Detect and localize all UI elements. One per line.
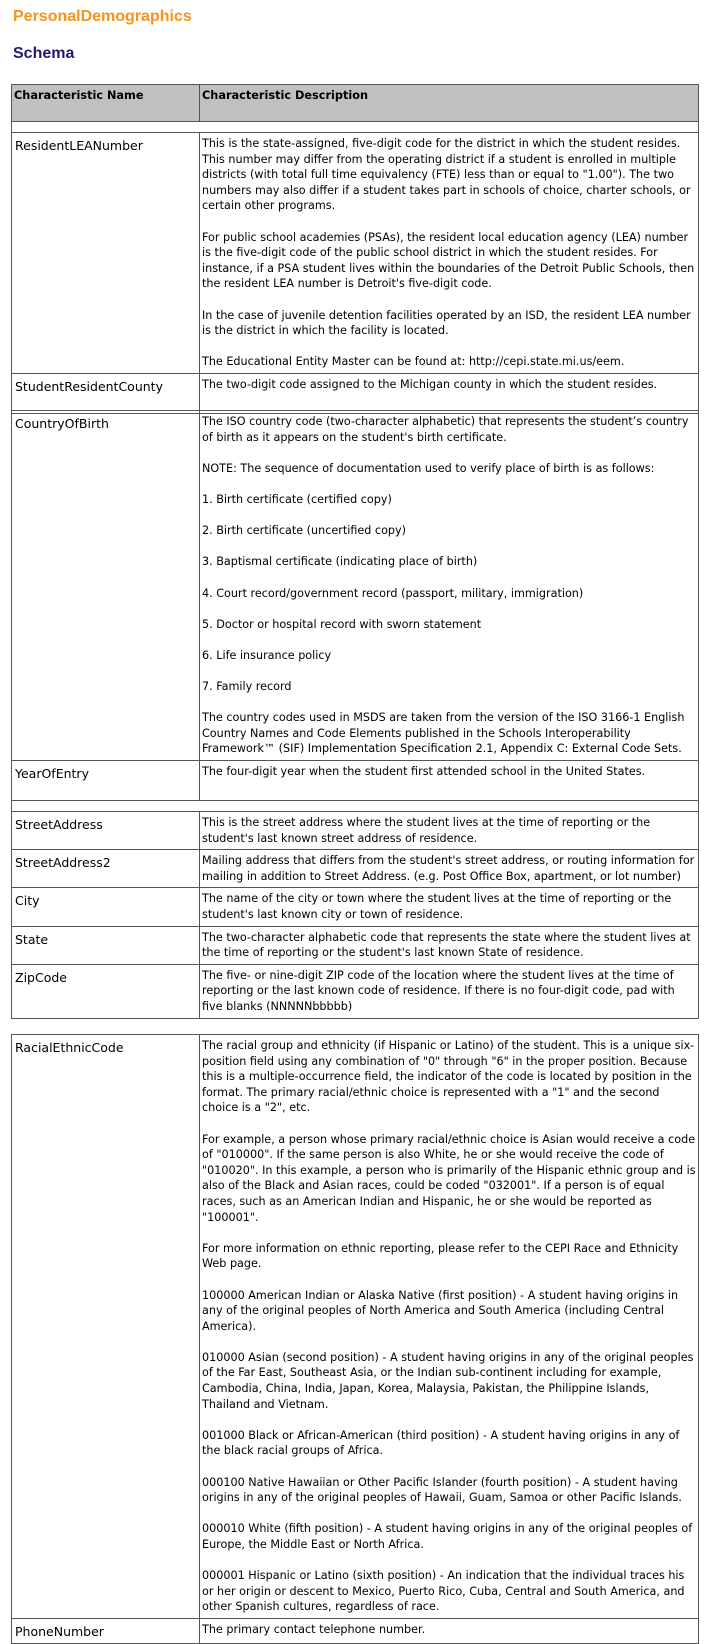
description-paragraph: 000001 Hispanic or Latino (sixth position) - An indication that the individual traces his or her origin or descent to Mexico, Puerto Rico, Cuba, Central and South America, and other Spanish cultures, regardless of race.	[202, 1569, 685, 1614]
characteristic-name: PhoneNumber	[12, 1618, 200, 1643]
description-paragraph: 000100 Native Hawaiian or Other Pacific Islander (fourth position) - A student having origins in any of the original peoples of Hawaii, Guam, Samoa or other Pacific Islands.	[202, 1475, 682, 1505]
characteristic-description	[200, 888, 699, 926]
table-row	[12, 133, 699, 374]
description-paragraph: Mailing address that differs from the student's street address, or routing information for mailing in addition to Street Address. (e.g. Post Office Box, apartment, or lot number)	[202, 854, 695, 883]
description-paragraph: In the case of juvenile detention facilities operated by an ISD, the resident LEA number is the district in which the facility is located.	[202, 308, 691, 338]
table-header-row	[12, 85, 699, 122]
description-paragraph: This is the state-assigned, five-digit code for the district in which the student resides. This number may differ from the operating district if a student is enrolled in multiple districts (with total full time equivalency (FTE) less than or equal to "1.00"). The two numbers may also differ if a student takes part in schools of choice, charter schools, or certain other programs.	[202, 137, 691, 213]
description-paragraph: For more information on ethnic reporting, please refer to the CEPI Race and Ethnicity Web page.	[202, 1241, 679, 1271]
table-row	[12, 964, 699, 1018]
table-row	[12, 761, 699, 801]
section-title: Schema	[13, 45, 75, 62]
description-paragraph: The name of the city or town where the student lives at the time of reporting or the student's last known city or town of residence.	[202, 892, 672, 922]
characteristic-description	[200, 850, 699, 888]
table-row	[12, 888, 699, 926]
characteristic-name: City	[12, 888, 200, 926]
description-paragraph: 010000 Asian (second position) - A student having origins in any of the original peoples of the Far East, Southeast Asia, or the Indian sub-continent including for example, Cambodia, China, India, Japan, Korea, Malaysia, Pakistan, the Philippine Islands, Thailand and Vietnam.	[202, 1350, 694, 1411]
description-paragraph: 2. Birth certificate (uncertified copy)	[202, 524, 406, 538]
description-paragraph: The racial group and ethnicity (if Hispanic or Latino) of the student. This is a unique six-position field using any combination of "0" through "6" in the proper position. Because this is a multiple-occurrence field, the indicator of the code is located by position in the format. The primary racial/ethnic choice is represented with a "1" and the second choice is a "2", etc.	[202, 1039, 695, 1115]
table-row	[12, 1035, 699, 1619]
description-paragraph: The two-character alphabetic code that represents the state where the student lives at the time of reporting or the student's last known State of residence.	[202, 930, 691, 960]
characteristic-description	[200, 1035, 699, 1619]
characteristic-name: ZipCode	[12, 964, 200, 1018]
characteristic-name: YearOfEntry	[12, 761, 200, 801]
description-paragraph: 7. Family record	[202, 680, 292, 694]
characteristic-description	[200, 926, 699, 964]
description-paragraph: The five- or nine-digit ZIP code of the location where the student lives at the time of reporting or the last known code of residence. If there is no four-digit code, pad with five blanks (NNNNNbbbbb)	[202, 968, 675, 1013]
characteristic-description	[200, 1618, 699, 1643]
column-header-description: Characteristic Description	[200, 85, 699, 122]
column-header-name: Characteristic Name	[12, 85, 200, 122]
description-paragraph: The Educational Entity Master can be found at: http://cepi.state.mi.us/eem.	[202, 355, 625, 369]
page-title: PersonalDemographics	[13, 8, 192, 25]
table-row	[12, 926, 699, 964]
description-paragraph: The country codes used in MSDS are taken from the version of the ISO 3166-1 English Country Names and Code Elements published in the Schools Interoperability Framework™ (SIF) Implementation Specification 2.1, Appendix C: External Code Sets.	[202, 711, 685, 756]
schema-table-part-3	[11, 1034, 699, 1644]
description-paragraph: 100000 American Indian or Alaska Native (first position) - A student having origins in any of the original peoples of North America and South America (including Central America).	[202, 1288, 679, 1333]
characteristic-name: RacialEthnicCode	[12, 1035, 200, 1619]
characteristic-description	[200, 761, 699, 801]
description-paragraph: The two-digit code assigned to the Michigan county in which the student resides.	[202, 377, 658, 391]
characteristic-name: StudentResidentCounty	[12, 373, 200, 413]
schema-table-part-1	[11, 84, 699, 414]
description-paragraph: The four-digit year when the student first attended school in the United States.	[202, 765, 646, 779]
description-paragraph: 6. Life insurance policy	[202, 648, 332, 662]
description-paragraph: 001000 Black or African-American (third position) - A student having origins in any of the black racial groups of Africa.	[202, 1428, 680, 1458]
description-paragraph: This is the street address where the student lives at the time of reporting or the student's last known street address of residence.	[202, 816, 651, 845]
characteristic-description	[200, 812, 699, 850]
characteristic-name: State	[12, 926, 200, 964]
description-paragraph: The primary contact telephone number.	[202, 1622, 426, 1636]
description-paragraph: NOTE: The sequence of documentation used to verify place of birth is as follows:	[202, 461, 655, 475]
description-paragraph: 000010 White (fifth position) - A student having origins in any of the original peoples of Europe, the Middle East or North Africa.	[202, 1522, 693, 1551]
characteristic-name: StreetAddress2	[12, 850, 200, 888]
schema-table-part-2	[11, 410, 699, 1019]
characteristic-description	[200, 373, 699, 413]
description-paragraph: For public school academies (PSAs), the resident local education agency (LEA) number is the five-digit code of the public school district in which the student resides. For instance, if a PSA student lives within the boundaries of the Detroit Public Schools, then the resident LEA number is Detroit's five-digit code.	[202, 230, 695, 291]
characteristic-name: CountryOfBirth	[12, 411, 200, 761]
description-paragraph: The ISO country code (two-character alphabetic) that represents the student’s country of birth as it appears on the student's birth certificate.	[202, 415, 689, 444]
table-row	[12, 373, 699, 413]
characteristic-description	[200, 964, 699, 1018]
table-row	[12, 1618, 699, 1643]
characteristic-name: StreetAddress	[12, 812, 200, 850]
table-row	[12, 411, 699, 761]
characteristic-description	[200, 133, 699, 374]
description-paragraph: For example, a person whose primary racial/ethnic choice is Asian would receive a code of "010000". If the same person is also White, he or she would receive the code of "010020". In this example, a person who is primarily of the Hispanic ethnic group and is also of the Black and Asian races, could be coded "032001". If a person is of equal races, such as an American Indian and Hispanic, he or she would be reported as "100001".	[202, 1132, 696, 1224]
description-paragraph: 1. Birth certificate (certified copy)	[202, 492, 392, 506]
characteristic-description	[200, 411, 699, 761]
table-row	[12, 850, 699, 888]
table-row	[12, 812, 699, 850]
description-paragraph: 4. Court record/government record (passport, military, immigration)	[202, 586, 584, 600]
description-paragraph: 3. Baptismal certificate (indicating place of birth)	[202, 555, 478, 569]
description-paragraph: 5. Doctor or hospital record with sworn statement	[202, 617, 482, 631]
characteristic-name: ResidentLEANumber	[12, 133, 200, 374]
